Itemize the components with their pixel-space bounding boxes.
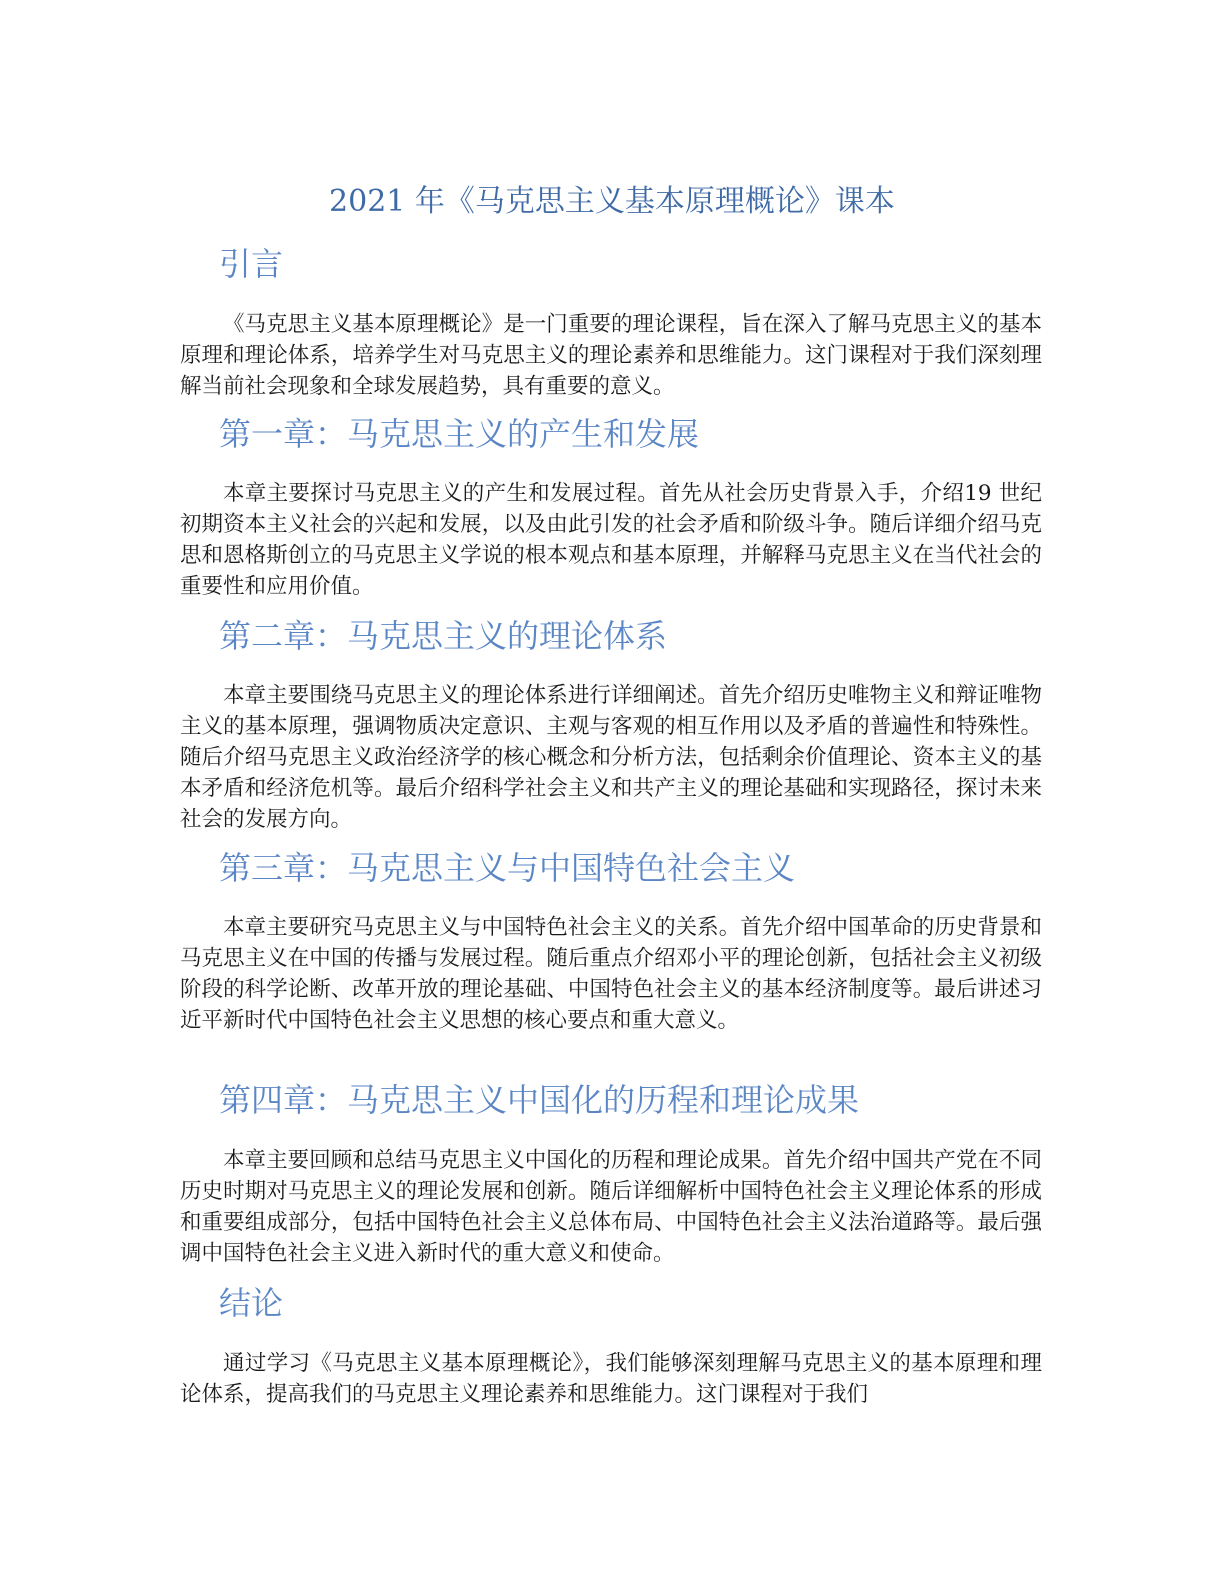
section-heading-chapter-2: 第二章：马克思主义的理论体系 (219, 617, 668, 655)
section-paragraph-chapter-4: 本章主要回顾和总结马克思主义中国化的历程和理论成果。首先介绍中国共产党在不同历史时期对马克思主义的理论发展和创新。随后详细解析中国特色社会主义理论体系的形成和重要组成部分，包括中国特色社会主义总体布局、中国特色社会主义法治道路等。最后强调中国特色社会主义进入新时代的重大意义和使命。 (180, 1148, 1042, 1266)
section-paragraph-chapter-2: 本章主要围绕马克思主义的理论体系进行详细阐述。首先介绍历史唯物主义和辩证唯物主义的基本原理，强调物质决定意识、主观与客观的相互作用以及矛盾的普遍性和特殊性。随后介绍马克思主义政治经济学的核心概念和分析方法，包括剩余价值理论、资本主义的基本矛盾和经济危机等。最后介绍科学社会主义和共产主义的理论基础和实现路径，探讨未来社会的发展方向。 (180, 683, 1042, 832)
section-paragraph-chapter-3: 本章主要研究马克思主义与中国特色社会主义的关系。首先介绍中国革命的历史背景和马克思主义在中国的传播与发展过程。随后重点介绍邓小平的理论创新，包括社会主义初级阶段的科学论断、改革开放的理论基础、中国特色社会主义的基本经济制度等。最后讲述习近平新时代中国特色社会主义思想的核心要点和重大意义。 (180, 915, 1042, 1033)
section-paragraph-intro: 《马克思主义基本原理概论》是一门重要的理论课程，旨在深入了解马克思主义的基本原理和理论体系，培养学生对马克思主义的理论素养和思维能力。这门课程对于我们深刻理解当前社会现象和全球发展趋势，具有重要的意义。 (180, 312, 1042, 399)
section-heading-chapter-3: 第三章：马克思主义与中国特色社会主义 (219, 849, 796, 887)
section-heading-intro: 引言 (219, 245, 284, 283)
section-heading-chapter-1: 第一章：马克思主义的产生和发展 (219, 415, 700, 453)
section-paragraph-chapter-1: 本章主要探讨马克思主义的产生和发展过程。首先从社会历史背景入手，介绍19 世纪初期资本主义社会的兴起和发展，以及由此引发的社会矛盾和阶级斗争。随后详细介绍马克思和恩格斯创立的马克思主义学说的根本观点和基本原理，并解释马克思主义在当代社会的重要性和应用价值。 (180, 481, 1042, 599)
document-title: 2021 年《马克思主义基本原理概论》课本 (329, 184, 895, 219)
section-paragraph-conclusion: 通过学习《马克思主义基本原理概论》，我们能够深刻理解马克思主义的基本原理和理论体系，提高我们的马克思主义理论素养和思维能力。这门课程对于我们 (180, 1351, 1042, 1407)
section-heading-conclusion: 结论 (219, 1284, 284, 1322)
section-heading-chapter-4: 第四章：马克思主义中国化的历程和理论成果 (219, 1081, 860, 1119)
